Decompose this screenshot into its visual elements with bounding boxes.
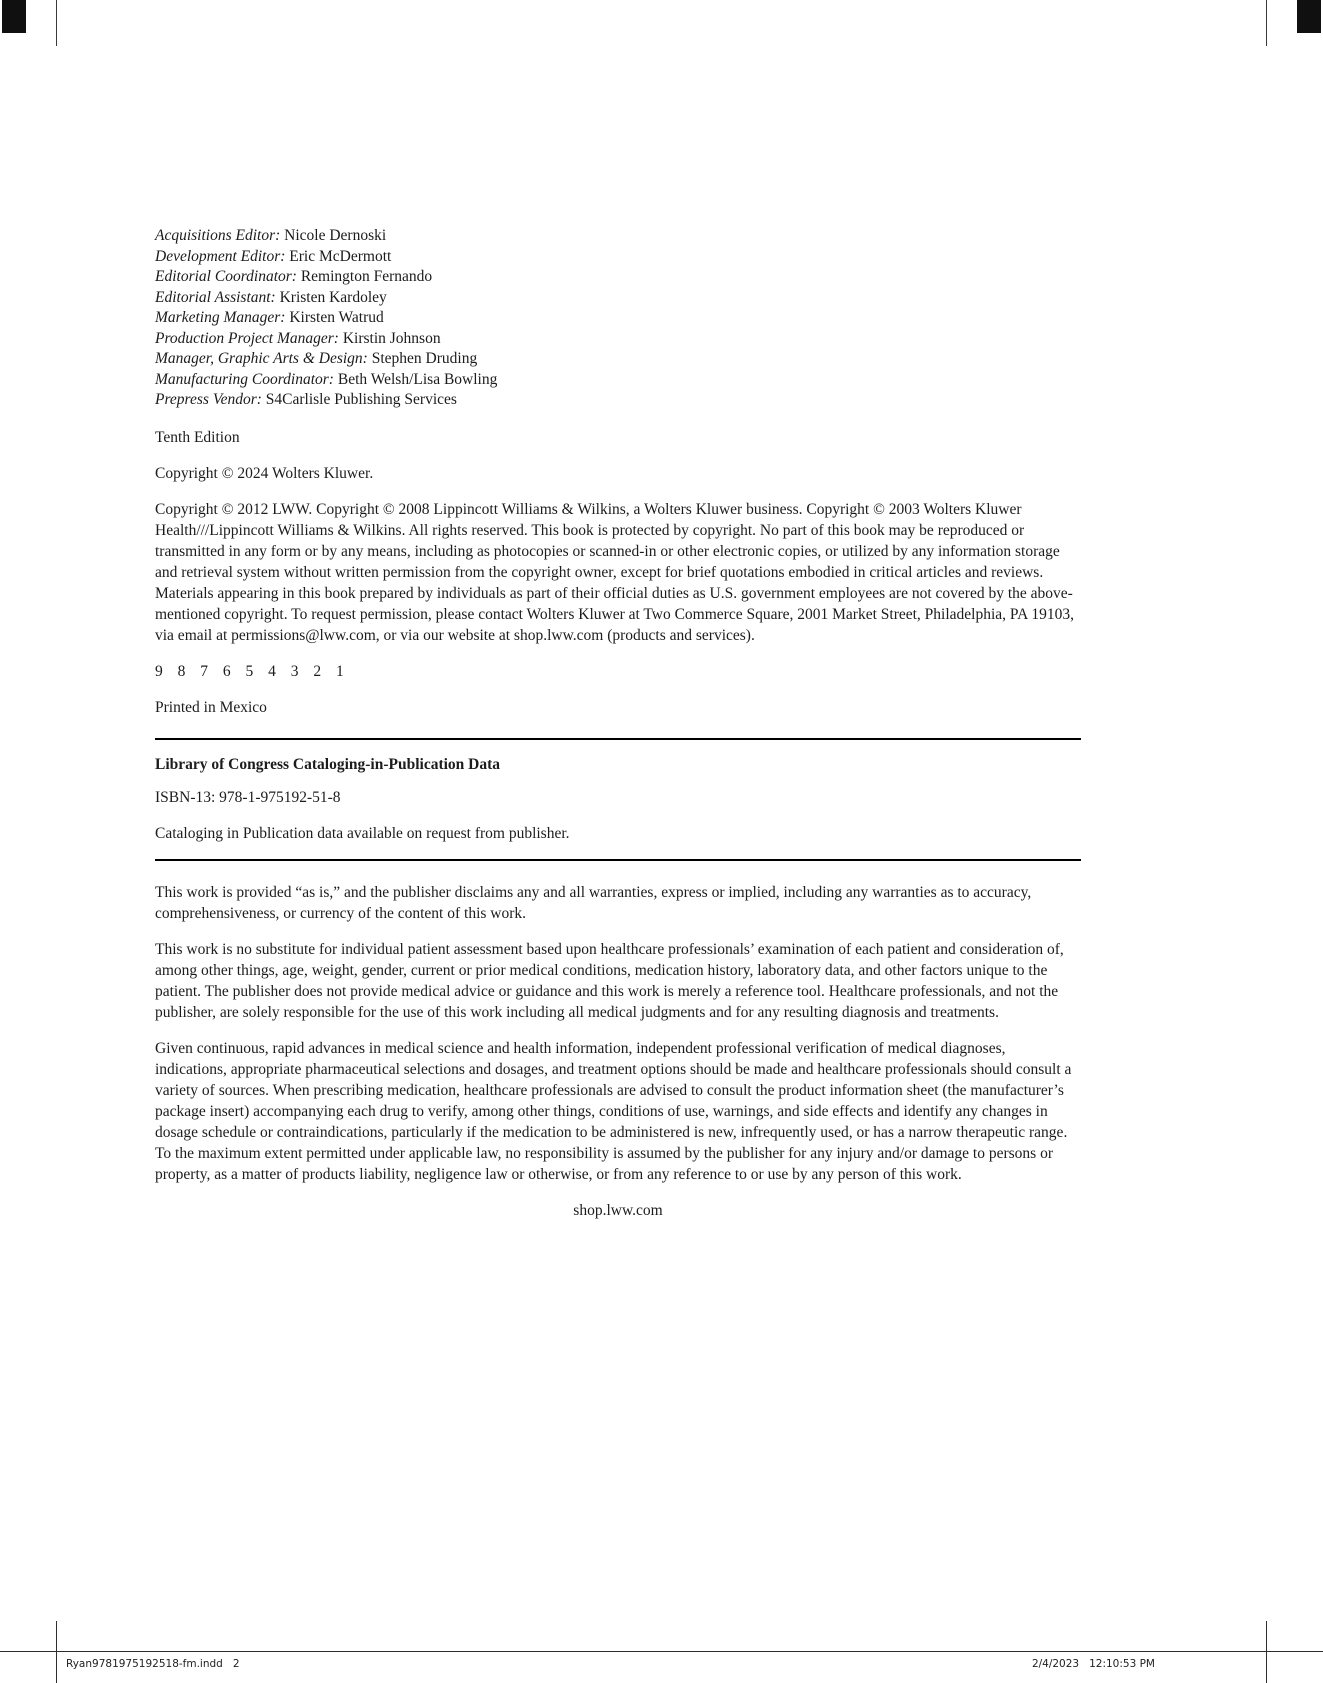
credit-line	[155, 247, 1081, 268]
cataloging-availability-line: Cataloging in Publication data available on request from publisher.	[155, 824, 570, 842]
credit-label: Acquisitions Editor:	[155, 227, 281, 244]
credit-label: Manager, Graphic Arts & Design:	[155, 350, 368, 367]
credit-value: Eric McDermott	[289, 247, 392, 265]
publisher-website-line: shop.lww.com	[573, 1201, 663, 1219]
credit-label: Marketing Manager:	[155, 309, 286, 326]
credit-label: Manufacturing Coordinator:	[155, 370, 334, 388]
credit-line	[155, 349, 1081, 370]
credit-label: Editorial Coordinator:	[155, 268, 297, 285]
credit-label: Prepress Vendor:	[155, 391, 262, 408]
credit-line	[155, 288, 1081, 309]
trim-line-top-right	[1266, 0, 1267, 46]
copyright-2024-line: Copyright © 2024 Wolters Kluwer.	[155, 464, 374, 482]
credit-label: Development Editor:	[155, 247, 286, 265]
credits-block	[155, 226, 1081, 411]
bottom-trim-line	[0, 1651, 1323, 1652]
credit-value: Nicole Dernoski	[284, 227, 387, 244]
credit-value: Beth Welsh/Lisa Bowling	[337, 370, 498, 388]
trim-line-top-left	[56, 0, 57, 46]
credit-value: Kristen Kardoley	[279, 288, 387, 306]
credit-value: Remington Fernando	[300, 268, 433, 285]
disclaimer-paragraph-3: Given continuous, rapid advances in medical science and health information, independent professional verification of medical diagnoses, indications, appropriate pharmaceutical selections and dosages, and treatment options should be made and healthcare professionals should consult a variety of sources. When prescribing medication, healthcare professionals are advised to consult the product information sheet (the manufacturer’s package insert) accompanying each drug to verify, among other things, conditions of use, warnings, and side effects and identify any changes in dosage schedule or contraindications, particularly if the medication to be administered is new, infrequently used, or has a narrow therapeutic range. To the maximum extent permitted under applicable law, no responsibility is assumed by the publisher for any injury and/or damage to persons or property, as a matter of products liability, negligence law or otherwise, or from any reference to or use by any person of this work.	[155, 1039, 1072, 1183]
bottom-trim-tick-right	[1266, 1621, 1267, 1683]
credit-line	[155, 390, 1081, 411]
credit-label: Editorial Assistant:	[155, 288, 276, 306]
credit-line	[155, 226, 1081, 247]
loc-cataloging-heading: Library of Congress Cataloging-in-Publication Data	[155, 755, 501, 773]
credit-label: Production Project Manager:	[155, 329, 339, 347]
disclaimer-paragraph-1: This work is provided “as is,” and the publisher disclaims any and all warranties, express or implied, including any warranties as to accuracy, comprehensiveness, or currency of the content of this work.	[155, 883, 1032, 922]
copyright-paragraph: Copyright © 2012 LWW. Copyright © 2008 Lippincott Williams & Wilkins, a Wolters Kluwer business. Copyright © 2003 Wolters Kluwer Health///Lippincott Williams & Wilkins. All rights reserved. This book is protected by copyright. No part of this book may be reproduced or transmitted in any form or by any means, including as photocopies or scanned-in or other electronic copies, or utilized by any information storage and retrieval system without written permission from the copyright owner, except for brief quotations embodied in critical articles and reviews. Materials appearing in this book prepared by individuals as part of their official duties as U.S. government employees are not covered by the above-mentioned copyright. To request permission, please contact Wolters Kluwer at Two Commerce Square, 2001 Market Street, Philadelphia, PA 19103, via email at permissions@lww.com, or via our website at shop.lww.com (products and services).	[155, 500, 1074, 644]
credit-value: Kirsten Watrud	[289, 309, 384, 326]
isbn-line: ISBN-13: 978-1-975192-51-8	[155, 788, 341, 806]
credit-line	[155, 308, 1081, 329]
crop-mark-top-left	[2, 0, 26, 33]
bottom-trim-tick-left	[56, 1621, 57, 1683]
credit-value: S4Carlisle Publishing Services	[265, 391, 457, 408]
edition-line: Tenth Edition	[155, 428, 240, 446]
divider-rule-top	[155, 738, 1081, 740]
footer-file-info: Ryan9781975192518-fm.indd 2	[66, 1658, 240, 1670]
divider-rule-bottom	[155, 859, 1081, 861]
crop-mark-top-right	[1297, 0, 1321, 33]
credit-value: Stephen Druding	[371, 350, 478, 367]
credit-value: Kirstin Johnson	[342, 329, 441, 347]
footer-timestamp: 2/4/2023 12:10:53 PM	[1031, 1658, 1155, 1670]
page-content	[155, 226, 1081, 1221]
credit-line	[155, 267, 1081, 288]
credit-line	[155, 329, 1081, 350]
disclaimer-paragraph-2: This work is no substitute for individual patient assessment based upon healthcare professionals’ examination of each patient and consideration of, among other things, age, weight, gender, current or prior medical conditions, medication history, laboratory data, and other factors unique to the patient. The publisher does not provide medical advice or guidance and this work is merely a reference tool. Healthcare professionals, and not the publisher, are solely responsible for the use of this work including all medical judgments and for any resulting diagnosis and treatments.	[155, 940, 1064, 1021]
printing-numbers-line: 9 8 7 6 5 4 3 2 1	[155, 662, 344, 680]
printed-in-line: Printed in Mexico	[155, 698, 267, 716]
credit-line	[155, 370, 1081, 391]
